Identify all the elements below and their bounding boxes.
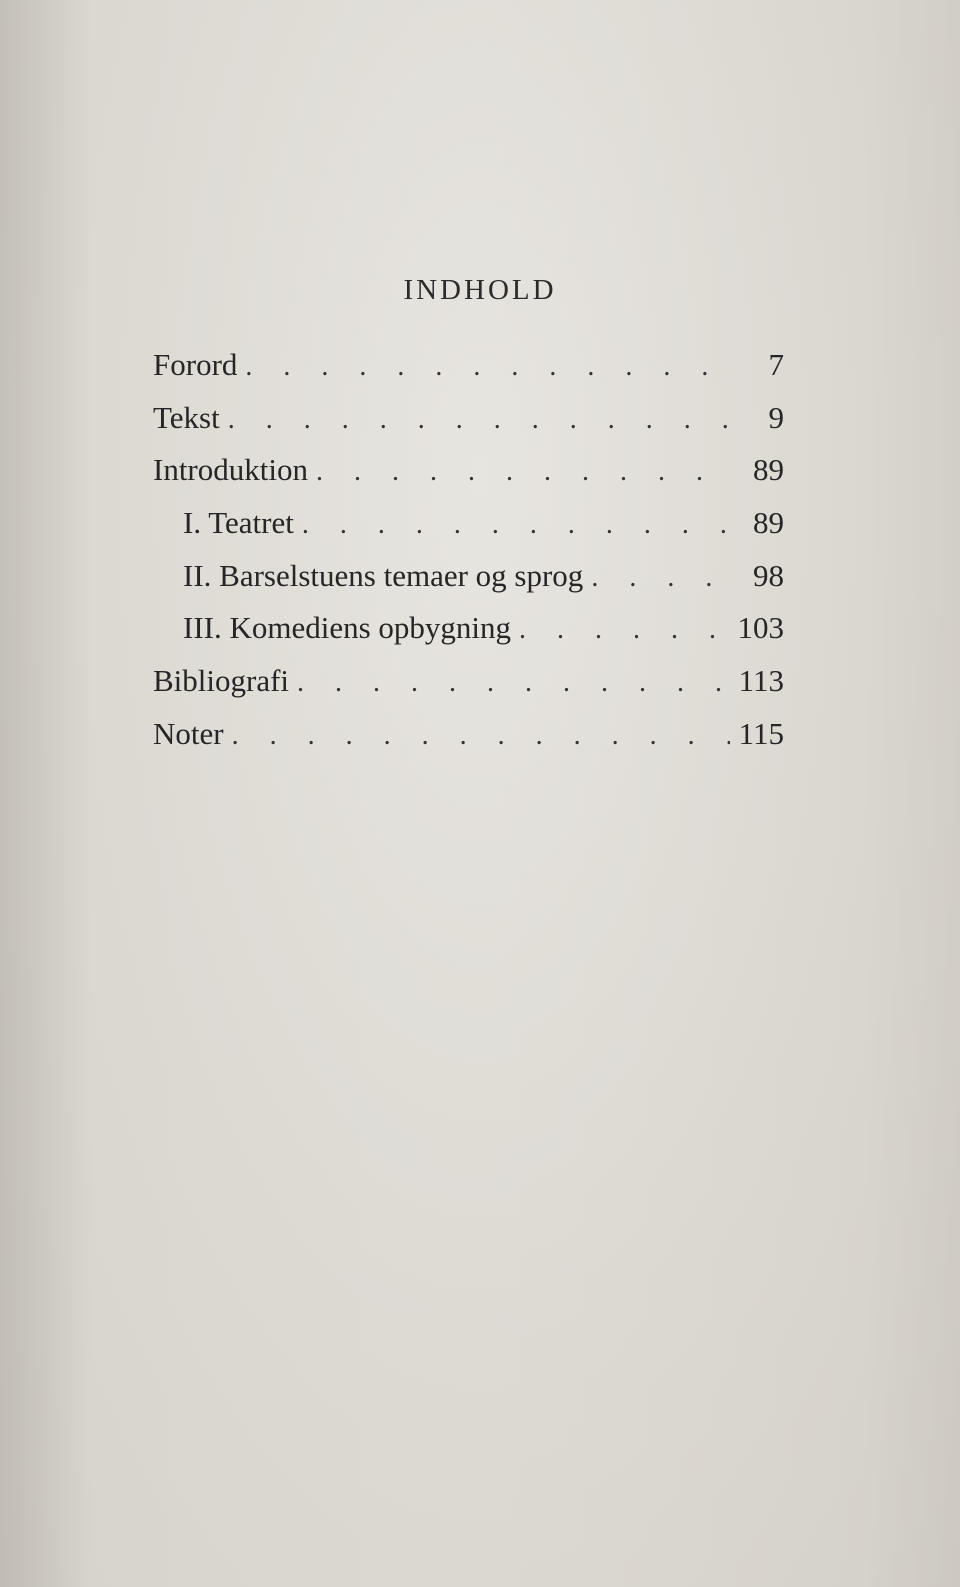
toc-entry-title: Forord bbox=[153, 347, 238, 382]
toc-entry-page-number: 89 bbox=[753, 452, 784, 488]
toc-entry-tekst bbox=[153, 400, 784, 453]
dot-leader bbox=[289, 667, 730, 699]
toc-entry-title: II. Barselstuens temaer og sprog bbox=[183, 557, 584, 593]
toc-entry-introduktion bbox=[153, 452, 784, 505]
toc-entry-komediens-opbygning bbox=[153, 610, 784, 663]
toc-entry-page-number: 113 bbox=[738, 663, 784, 699]
toc-entry-page-number: 98 bbox=[753, 557, 784, 593]
page-title: INDHOLD bbox=[403, 274, 557, 306]
dot-leader bbox=[511, 614, 730, 646]
toc-entry-page-number: 7 bbox=[768, 347, 784, 382]
toc-entry-title: Introduktion bbox=[153, 452, 308, 488]
toc-entry-title: III. Komediens opbygning bbox=[183, 610, 512, 646]
toc-entry-page-number: 103 bbox=[737, 610, 784, 646]
toc-entry-title: Tekst bbox=[153, 399, 220, 435]
toc-entry-noter bbox=[153, 716, 784, 769]
table-of-contents bbox=[153, 347, 784, 769]
toc-entry-title: Noter bbox=[153, 715, 224, 751]
toc-entry-page-number: 115 bbox=[738, 715, 784, 751]
dot-leader bbox=[583, 562, 730, 594]
page-shadow bbox=[0, 0, 90, 1587]
dot-leader bbox=[308, 456, 730, 488]
toc-entry-bibliografi bbox=[153, 663, 784, 716]
dot-leader bbox=[294, 509, 730, 541]
toc-entry-title: I. Teatret bbox=[183, 505, 294, 541]
dot-leader bbox=[224, 720, 730, 752]
dot-leader bbox=[220, 404, 730, 436]
toc-entry-page-number: 89 bbox=[753, 505, 784, 541]
dot-leader bbox=[237, 351, 730, 383]
toc-entry-barselstuens-temaer bbox=[153, 558, 784, 611]
toc-entry-teatret bbox=[153, 505, 784, 558]
toc-entry-title: Bibliografi bbox=[153, 663, 290, 699]
toc-entry-page-number: 9 bbox=[768, 399, 784, 435]
toc-entry-forord bbox=[153, 347, 784, 400]
